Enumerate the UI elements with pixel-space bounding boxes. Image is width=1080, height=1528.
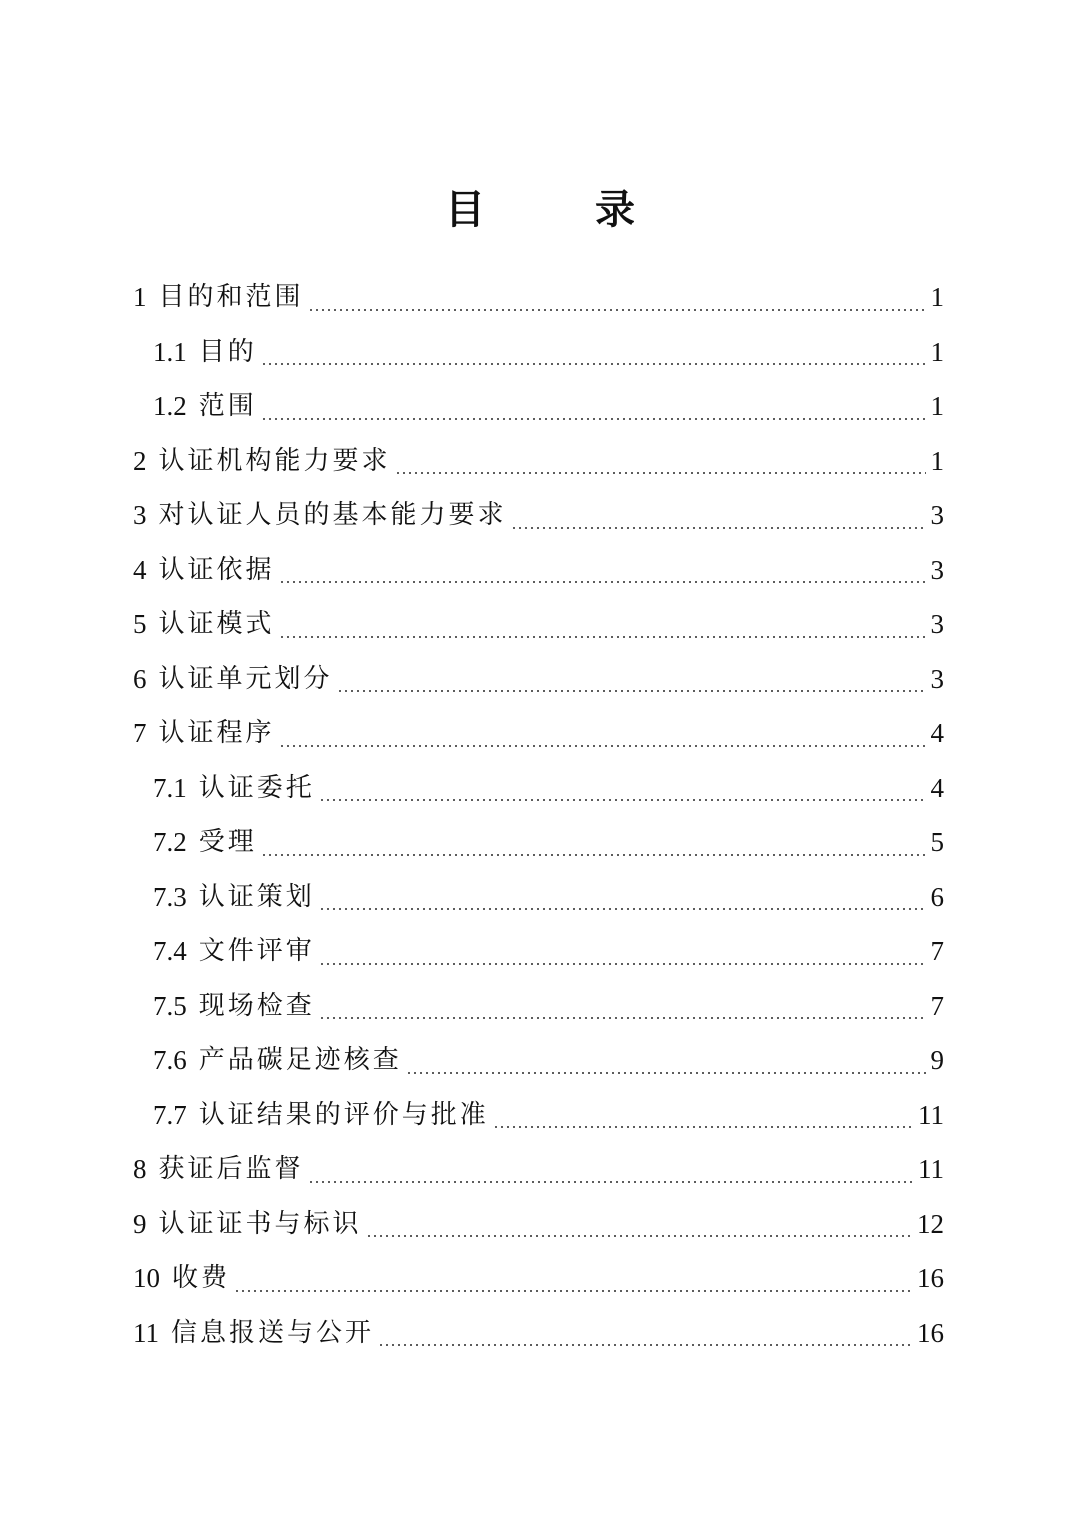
- toc-leader-dots: [279, 581, 926, 583]
- toc-entry-title: 现场检查: [198, 990, 315, 1021]
- toc-leader-dots: [493, 1126, 914, 1128]
- toc-entry-page: 1: [930, 445, 944, 476]
- toc-entry[interactable]: [133, 979, 944, 1034]
- toc-entry[interactable]: [133, 761, 944, 816]
- toc-entry-title: 信息报送与公开: [171, 1317, 375, 1348]
- toc-entry-page: 6: [930, 881, 944, 912]
- toc-entry-page: 12: [917, 1208, 944, 1239]
- toc-leader-dots: [319, 908, 926, 910]
- toc-entry[interactable]: [133, 1033, 944, 1088]
- toc-entry-title: 文件评审: [198, 936, 315, 966]
- toc-entry-number: 7.1: [153, 772, 187, 803]
- toc-entry-number: 5: [133, 609, 147, 639]
- toc-leader-dots: [395, 472, 926, 474]
- toc-leader-dots: [308, 1181, 914, 1183]
- toc-leader-dots: [319, 963, 926, 965]
- toc-entry[interactable]: [133, 1251, 944, 1306]
- toc-entry-title: 目的: [198, 336, 257, 367]
- toc-entry-number: 7: [133, 718, 147, 748]
- toc-entry[interactable]: [133, 597, 944, 652]
- toc-entry-title: 认证依据: [158, 554, 275, 585]
- toc-leader-dots: [319, 1017, 926, 1019]
- toc-entry[interactable]: [133, 1088, 944, 1143]
- toc-leader-dots: [319, 799, 926, 801]
- toc-entry-number: 2: [133, 445, 147, 476]
- toc-entry-title: 认证机构能力要求: [158, 445, 391, 476]
- toc-entry-number: 6: [133, 663, 147, 694]
- toc-leader-dots: [279, 745, 926, 747]
- toc-entry-title: 目的和范围: [158, 282, 304, 312]
- toc-entry-title: 对认证人员的基本能力要求: [158, 500, 507, 530]
- toc-entry-number: 7.7: [153, 1099, 187, 1130]
- toc-entry-number: 8: [133, 1154, 147, 1184]
- toc-entry-page: 3: [930, 663, 944, 694]
- toc-entry-number: 7.3: [153, 881, 187, 912]
- toc-entry-page: 11: [918, 1154, 944, 1184]
- toc-entry[interactable]: [133, 325, 944, 380]
- toc-entry-page: 16: [917, 1317, 944, 1348]
- toc-leader-dots: [378, 1344, 913, 1346]
- toc-entry-page: 1: [930, 336, 944, 367]
- toc-entry-number: 1: [133, 282, 147, 312]
- toc-entry-title: 认证程序: [158, 718, 275, 748]
- toc-entry-title: 认证结果的评价与批准: [198, 1099, 489, 1130]
- toc-entry-page: 3: [930, 554, 944, 585]
- toc-entry-title: 认证证书与标识: [158, 1208, 362, 1239]
- toc-leader-dots: [308, 309, 926, 311]
- toc-entry-page: 11: [918, 1099, 944, 1130]
- toc-entry-page: 9: [930, 1045, 944, 1075]
- toc-entry-number: 11: [133, 1317, 159, 1348]
- toc-entry-title: 获证后监督: [158, 1154, 304, 1184]
- toc-title: 目 录: [445, 187, 683, 233]
- toc-entry-page: 4: [930, 718, 944, 748]
- toc-entry[interactable]: [133, 652, 944, 707]
- toc-entry-number: 4: [133, 554, 147, 585]
- toc-entry[interactable]: [133, 379, 944, 434]
- toc-entry-page: 7: [930, 990, 944, 1021]
- toc-entry[interactable]: [133, 1306, 944, 1361]
- toc-entry-number: 7.4: [153, 936, 187, 966]
- toc-entry-page: 5: [930, 827, 944, 857]
- toc-entry[interactable]: [133, 815, 944, 870]
- toc-leader-dots: [406, 1072, 926, 1074]
- toc-entry[interactable]: [133, 924, 944, 979]
- toc-entry-page: 7: [930, 936, 944, 966]
- toc-entry[interactable]: [133, 543, 944, 598]
- toc-entry-number: 3: [133, 500, 147, 530]
- toc-entry[interactable]: [133, 706, 944, 761]
- toc-leader-dots: [261, 418, 926, 420]
- toc-entry-page: 3: [930, 609, 944, 639]
- toc-list: [133, 270, 944, 1360]
- toc-entry-title: 认证单元划分: [158, 663, 333, 694]
- toc-entry-title: 认证策划: [198, 881, 315, 912]
- toc-entry-page: 16: [917, 1263, 944, 1293]
- toc-entry-title: 认证委托: [198, 772, 315, 803]
- toc-leader-dots: [261, 363, 926, 365]
- toc-entry-title: 收费: [172, 1263, 231, 1293]
- toc-entry-page: 1: [930, 391, 944, 421]
- toc-entry[interactable]: [133, 434, 944, 489]
- toc-entry[interactable]: [133, 1197, 944, 1252]
- toc-leader-dots: [234, 1290, 913, 1292]
- toc-entry-title: 产品碳足迹核查: [198, 1045, 402, 1075]
- toc-entry-number: 10: [133, 1263, 160, 1293]
- toc-leader-dots: [261, 854, 926, 856]
- toc-entry[interactable]: [133, 488, 944, 543]
- toc-entry-title: 认证模式: [158, 609, 275, 639]
- toc-entry-number: 9: [133, 1208, 147, 1239]
- toc-entry-page: 1: [930, 282, 944, 312]
- toc-leader-dots: [337, 690, 926, 692]
- toc-leader-dots: [279, 636, 926, 638]
- toc-entry-title: 受理: [198, 827, 257, 857]
- toc-leader-dots: [511, 527, 926, 529]
- toc-entry-title: 范围: [198, 391, 257, 421]
- toc-leader-dots: [366, 1235, 913, 1237]
- toc-entry-page: 4: [930, 772, 944, 803]
- toc-entry-page: 3: [930, 500, 944, 530]
- toc-entry-number: 7.6: [153, 1045, 187, 1075]
- toc-entry-number: 7.2: [153, 827, 187, 857]
- toc-entry[interactable]: [133, 1142, 944, 1197]
- toc-entry[interactable]: [133, 270, 944, 325]
- toc-entry-number: 1.2: [153, 391, 187, 421]
- toc-entry-number: 1.1: [153, 336, 187, 367]
- toc-entry-number: 7.5: [153, 990, 187, 1021]
- toc-entry[interactable]: [133, 870, 944, 925]
